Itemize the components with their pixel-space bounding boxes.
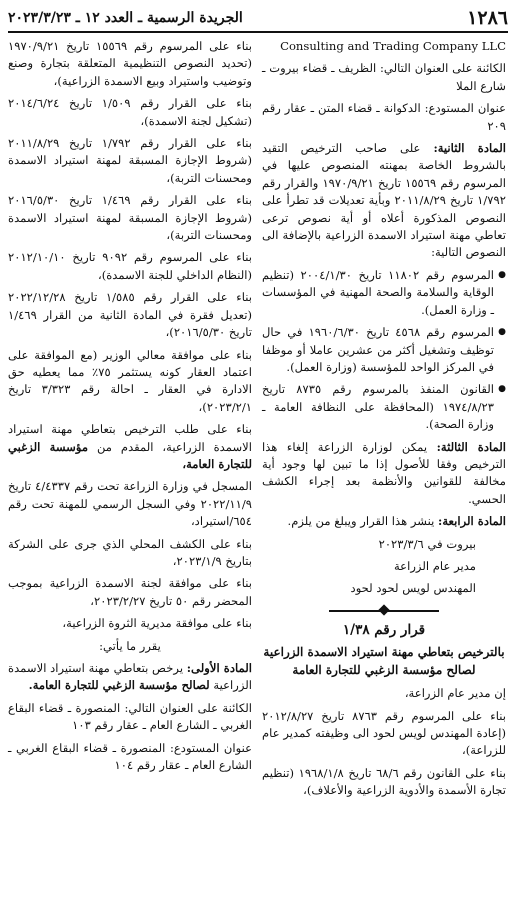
- warehouse-address: عنوان المستودع: المنصورة ـ قضاء البقاع الغربي ـ الشارع العام ـ عقار رقم ١٠٤: [8, 740, 252, 773]
- right-column: [262, 38, 506, 805]
- legal-basis-item: بناء على القرار رقم ١/٥٠٩ تاريخ ٢٠١٤/٦/٢٤ (تشكيل لجنة الاسمدة)،: [8, 96, 252, 128]
- company-address: الكائنة على العنوان التالي: الظريف ـ قضاء بيروت ـ شارع الملا: [262, 61, 506, 93]
- legal-basis-item: بناء على المرسوم رقم ٨٧٦٣ تاريخ ٢٠١٢/٨/٢٧ (إعادة المهندس لويس لحود الى وظيفته كمدير عام للزراعة)،: [262, 708, 506, 758]
- legal-basis-item: بناء على موافقة معالي الوزير (مع الموافقة على اعتماد العقار كونه يستثمر ٧٥٪ مما يعطيه حق الادارة في العقار ـ احالة رقم ٣/٣٢٣ تاريخ ٢٠٢٣/٢/١)،: [8, 347, 252, 414]
- article-1-title: المادة الأولى:: [186, 661, 252, 675]
- legal-basis-item: بناء على القرار رقم ١/٤٦٩ تاريخ ٢٠١٦/٥/٣٠ (شروط الإجازة المسبقة لمهنة استيراد الاسمدة ومحسنات التربة)،: [8, 193, 252, 243]
- license-request-company: مؤسسة الزغبي للتجارة العامة،: [8, 439, 252, 471]
- article-4-title: المادة الرابعة:: [438, 514, 506, 529]
- preamble: إن مدير عام الزراعة،: [404, 686, 506, 701]
- legal-basis-item: بناء على القانون رقم ٦٨/٦ تاريخ ١٩٦٨/١/٨ (تنظيم تجارة الأسمدة والأدوية الزراعية والأعلاف)،: [262, 765, 506, 798]
- journal-info: الجريدة الرسمية ـ العدد ١٢ ـ ٢٠٢٣/٣/٢٣: [8, 10, 243, 26]
- legal-basis-item: بناء على موافقة مديرية الثروة الزراعية،: [62, 616, 252, 631]
- legal-basis-item: بناء على القرار رقم ١/٥٨٥ تاريخ ٢٠٢٢/١٢/٢٨ (تعديل فقرة في المادة الثانية من القرار ١/٤٦٩ تاريخ ٢٠١٦/٥/٣٠)،: [8, 290, 252, 340]
- article-3-text: يمكن لوزارة الزراعة إلغاء هذا الترخيص وفقا للأصول إذا ما تبين لها وجود أية مخالفة للقوانين والأنظمة بعد إجراء الكشف الحسي.: [262, 439, 506, 506]
- warehouse-address: عنوان المستودع: الدكوانة ـ قضاء المتن ـ عقار رقم ٢٠٩: [262, 101, 506, 133]
- article-1: [8, 660, 252, 695]
- company-address: الكائنة على العنوان التالي: المنصورة ـ قضاء البقاع الغربي ـ الشارع العام ـ عقار رقم ١٠٣: [8, 700, 252, 733]
- article-2-text: على صاحب الترخيص التقيد بالشروط الخاصة بمهنته المنصوص عليها في المرسوم رقم ١٥٥٦٩ تاريخ ١٩٧٠/٩/٢١ والقرار رقم ١/٧٩٢ تاريخ ٢٠١١/٨/٢٩ وبأية تعديلات قد تطرأ على النصوص المذكورة أعلاه أو أية نصوص ترعى تعاطي مهنة استيراد الاسمدة الزراعية بالإضافة الى النصوص التالية:: [262, 141, 506, 260]
- license-request: [8, 421, 252, 473]
- page-header: [8, 6, 508, 30]
- section-divider: [262, 604, 506, 618]
- legal-basis-item: بناء على القرار رقم ١/٧٩٢ تاريخ ٢٠١١/٨/٢٩ (شروط الإجازة المسبقة لمهنة استيراد الاسمدة ومحسنات التربة)،: [8, 136, 252, 185]
- article-3: [262, 439, 506, 509]
- article-1-company: لصالح مؤسسة الزغبي للتجارة العامة.: [28, 678, 210, 693]
- bullet-item: ● القانون المنفذ بالمرسوم رقم ٨٧٣٥ تاريخ ١٩٧٤/٨/٢٣ (المحافظة على النظافة العامة ـ وزارة الصحة).: [262, 381, 506, 433]
- page-number: ١٢٨٦: [467, 7, 508, 29]
- legal-basis-item: بناء على الكشف المحلي الذي جرى على الشركة بتاريخ ٢٠٢٣/١/٩،: [8, 536, 252, 568]
- decision-subtitle: بالترخيص بتعاطي مهنة استيراد الاسمدة الزراعية لصالح مؤسسة الزغبي للتجارة العامة: [263, 645, 505, 678]
- article-4: [262, 513, 506, 530]
- registration-info: المسجل في وزارة الزراعة تحت رقم ٤/٤٣٣٧ تاريخ ٢٠٢٢/١١/٩ وفي السجل الرسمي للمهنة تحت رقم ٦٥٤/استيراد،: [8, 479, 252, 529]
- signature-date: بيروت في ٢٠٢٣/٣/٦: [378, 536, 476, 551]
- legal-basis-item: بناء على موافقة لجنة الاسمدة الزراعية بموجب المحضر رقم ٥٠ تاريخ ٢٠٢٣/٢/٢٧،: [8, 576, 252, 608]
- signature-role: مدير عام الزراعة: [393, 558, 476, 573]
- bullet-item: ● المرسوم رقم ١١٨٠٢ تاريخ ٢٠٠٤/١/٣٠ (تنظيم الوقاية والسلامة والصحة المهنية في المؤسسات ـ وزارة العمل).: [262, 267, 506, 319]
- article-1-text: يرخص بتعاطي مهنة استيراد الاسمدة الزراعية: [8, 661, 252, 693]
- header-rule: [8, 31, 508, 33]
- license-request-text: بناء على طلب الترخيص بتعاطي مهنة استيراد الاسمدة الزراعية، المقدم من: [8, 422, 253, 454]
- article-3-title: المادة الثالثة:: [436, 439, 506, 454]
- bullet-item: ● المرسوم رقم ٤٥٦٨ تاريخ ١٩٦٠/٦/٣٠ في حال توظيف وتشغيل أكثر من عشرين عاملا أو موظفا في المركز الواحد للمؤسسة (وزارة العمل).: [262, 324, 506, 376]
- decides-line: يقرر ما يأتي:: [99, 638, 161, 653]
- article-2-title: المادة الثانية:: [433, 141, 506, 156]
- decision-title: قرار رقم ١/٣٨: [342, 621, 426, 638]
- article-4-text: ينشر هذا القرار ويبلغ من يلزم.: [287, 514, 435, 529]
- legal-basis-item: بناء على المرسوم رقم ٩٠٩٢ تاريخ ٢٠١٢/١٠/١٠ (النظام الداخلي للجنة الاسمدة)،: [8, 250, 252, 282]
- company-name-en: Consulting and Trading Company LLC: [280, 39, 506, 53]
- legal-basis-item: بناء على المرسوم رقم ١٥٥٦٩ تاريخ ١٩٧٠/٩/٢١ (تحديد النصوص التنظيمية المتعلقة بتجارة وصنع وتوضيب واستيراد وبيع الاسمدة الزراعية)،: [8, 39, 252, 88]
- signature-name: المهندس لويس لحود لحود: [350, 581, 476, 596]
- left-column: [8, 38, 252, 779]
- article-2: [262, 140, 506, 262]
